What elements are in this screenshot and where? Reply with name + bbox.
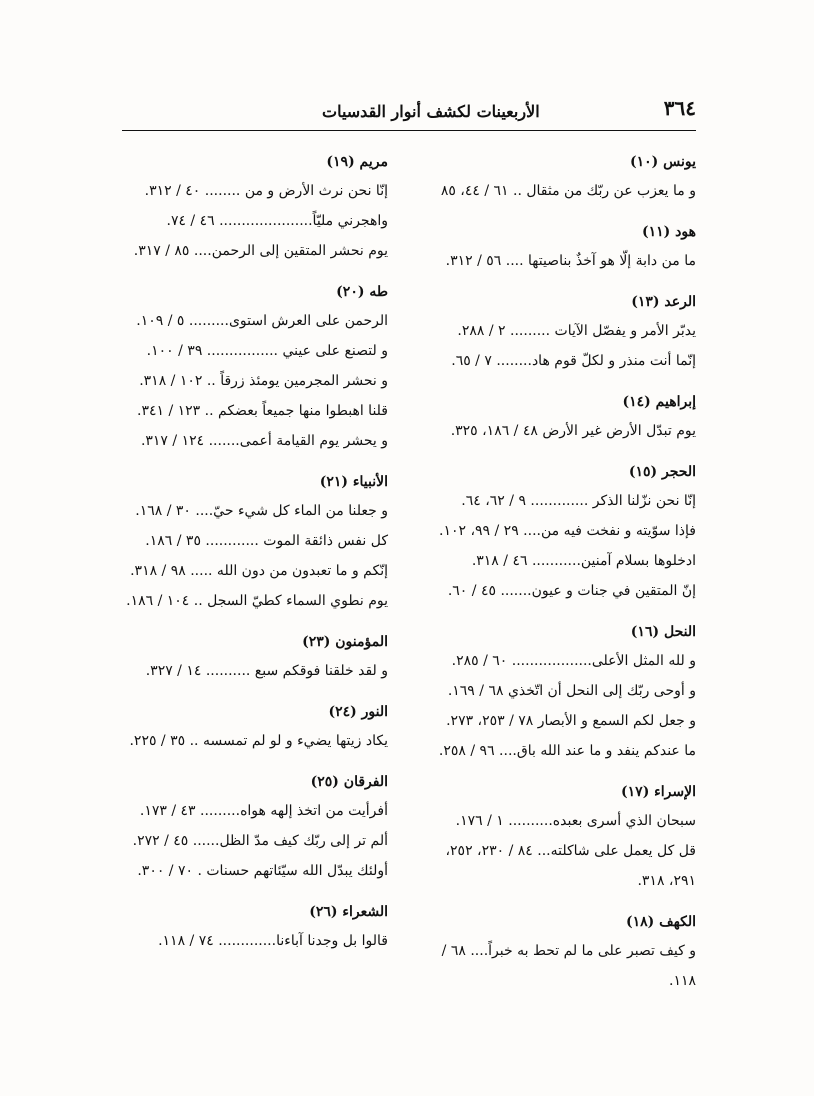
verse-entry: إنّا نحن نزّلنا الذكر ............. ٩ / ٦٢، ٦٤. bbox=[461, 493, 696, 509]
verse-entry: يكاد زيتها يضيء و لو لم تمسسه .. ٣٥ / ٢٢٥. bbox=[129, 733, 388, 749]
surah-title: الفرقان (٢٥) bbox=[310, 774, 388, 790]
page-header bbox=[122, 96, 696, 131]
verse-entry: قل كل يعمل على شاكلته... ٨٤ / ٢٣٠، ٢٥٢، ٢٩١، ٣١٨. bbox=[445, 843, 696, 889]
surah-section bbox=[432, 390, 696, 446]
surah-title: النور (٢٤) bbox=[328, 704, 388, 720]
verse-entry: ألم تر إلى ربّك كيف مدّ الظل...... ٤٥ / ٢٧٢. bbox=[132, 833, 388, 849]
verse-entry: ما عندكم ينفد و ما عند الله باق.... ٩٦ / ٢٥٨. bbox=[438, 743, 696, 759]
surah-section bbox=[432, 150, 696, 206]
surah-title: يونس (١٠) bbox=[629, 154, 696, 170]
surah-title: الحجر (١٥) bbox=[628, 464, 696, 480]
surah-section bbox=[432, 620, 696, 766]
verse-entry: إنّا نحن نرث الأرض و من ........ ٤٠ / ٣١٢. bbox=[144, 183, 388, 199]
surah-section bbox=[432, 290, 696, 376]
verse-entry: ادخلوها بسلام آمنين........... ٤٦ / ٣١٨. bbox=[471, 553, 696, 569]
verse-entry: كل نفس ذائقة الموت ............ ٣٥ / ١٨٦. bbox=[145, 533, 388, 549]
verse-entry: قلنا اهبطوا منها جميعاً بعضكم .. ١٢٣ / ٣٤١. bbox=[137, 403, 388, 419]
surah-section bbox=[128, 150, 388, 266]
surah-section bbox=[128, 630, 388, 686]
surah-title: طه (٢٠) bbox=[336, 284, 388, 300]
verse-entry: أولئك يبدّل الله سيّئاتهم حسنات . ٧٠ / ٣٠٠. bbox=[137, 863, 388, 879]
left-column bbox=[128, 150, 388, 970]
verse-entry: ما من دابة إلّا هو آخذٌ بناصيتها .... ٥٦ / ٣١٢. bbox=[445, 253, 696, 269]
surah-title: هود (١١) bbox=[641, 224, 696, 240]
surah-section bbox=[432, 910, 696, 996]
verse-entry: إنّ المتقين في جنات و عيون....... ٤٥ / ٦٠. bbox=[447, 583, 696, 599]
verse-entry: إنّكم و ما تعبدون من دون الله ..... ٩٨ / ٣١٨. bbox=[130, 563, 388, 579]
verse-entry: و لله المثل الأعلى.................. ٦٠ / ٢٨٥. bbox=[451, 653, 696, 669]
verse-entry: الرحمن على العرش استوى......... ٥ / ١٠٩. bbox=[136, 313, 388, 329]
surah-title: الرعد (١٣) bbox=[631, 294, 696, 310]
verse-entry: و نحشر المجرمين يومئذ زرقاً .. ١٠٢ / ٣١٨. bbox=[139, 373, 388, 389]
page-number: ٣٦٤ bbox=[663, 96, 696, 120]
verse-entry: يوم نطوي السماء كطيّ السجل .. ١٠٤ / ١٨٦. bbox=[126, 593, 388, 609]
surah-section bbox=[128, 770, 388, 886]
verse-entry: يدبّر الأمر و يفصّل الآيات ......... ٢ / ٢٨٨. bbox=[457, 323, 696, 339]
surah-section bbox=[128, 470, 388, 616]
surah-section bbox=[128, 700, 388, 756]
surah-section bbox=[432, 780, 696, 896]
verse-entry: و يحشر يوم القيامة أعمى....... ١٢٤ / ٣١٧. bbox=[140, 433, 388, 449]
surah-section bbox=[432, 220, 696, 276]
surah-title: النحل (١٦) bbox=[630, 624, 696, 640]
verse-entry: و كيف تصبر على ما لم تحط به خبراً.... ٦٨ / ١١٨. bbox=[441, 943, 696, 989]
surah-section bbox=[432, 460, 696, 606]
verse-entry: و أوحى ربّك إلى النحل أن اتّخذي ٦٨ / ١٦٩. bbox=[447, 683, 696, 699]
verse-entry: و ما يعزب عن ربّك من مثقال .. ٦١ / ٤٤، ٨٥ bbox=[440, 183, 696, 199]
verse-entry: يوم تبدّل الأرض غير الأرض ٤٨ / ١٨٦، ٣٢٥. bbox=[450, 423, 696, 439]
surah-title: المؤمنون (٢٣) bbox=[302, 634, 388, 650]
verse-entry: و جعل لكم السمع و الأبصار ٧٨ / ٢٥٣، ٢٧٣. bbox=[446, 713, 696, 729]
surah-title: الكهف (١٨) bbox=[625, 914, 696, 930]
verse-entry: قالوا بل وجدنا آباءنا............. ٧٤ / ١١٨. bbox=[158, 933, 388, 949]
surah-title: الإسراء (١٧) bbox=[621, 784, 696, 800]
verse-entry: أفرأيت من اتخذ إلهه هواه......... ٤٣ / ١٧٣. bbox=[139, 803, 388, 819]
right-column bbox=[432, 150, 696, 1010]
surah-title: إبراهيم (١٤) bbox=[622, 394, 696, 410]
verse-entry: واهجرني مليّاً..................... ٤٦ / ٧٤. bbox=[166, 213, 388, 229]
surah-title: الأنبياء (٢١) bbox=[319, 474, 388, 490]
running-title: الأربعينات لكشف أنوار القدسيات bbox=[322, 102, 540, 121]
verse-entry: يوم نحشر المتقين إلى الرحمن.... ٨٥ / ٣١٧. bbox=[133, 243, 388, 259]
surah-title: مريم (١٩) bbox=[326, 154, 388, 170]
surah-section bbox=[128, 280, 388, 456]
surah-title: الشعراء (٢٦) bbox=[309, 904, 388, 920]
verse-entry: و لتصنع على عيني ................ ٣٩ / ١٠٠. bbox=[146, 343, 388, 359]
surah-section bbox=[128, 900, 388, 956]
verse-entry: سبحان الذي أسرى بعبده.......... ١ / ١٧٦. bbox=[455, 813, 696, 829]
verse-entry: و جعلنا من الماء كل شيء حيّ.... ٣٠ / ١٦٨. bbox=[135, 503, 388, 519]
verse-entry: فإذا سوّيته و نفخت فيه من.... ٢٩ / ٩٩، ١٠٢. bbox=[439, 523, 696, 539]
verse-entry: إنّما أنت منذر و لكلّ قوم هاد........ ٧ / ٦٥. bbox=[451, 353, 696, 369]
verse-entry: و لقد خلقنا فوقكم سبع .......... ١٤ / ٣٢٧. bbox=[145, 663, 388, 679]
